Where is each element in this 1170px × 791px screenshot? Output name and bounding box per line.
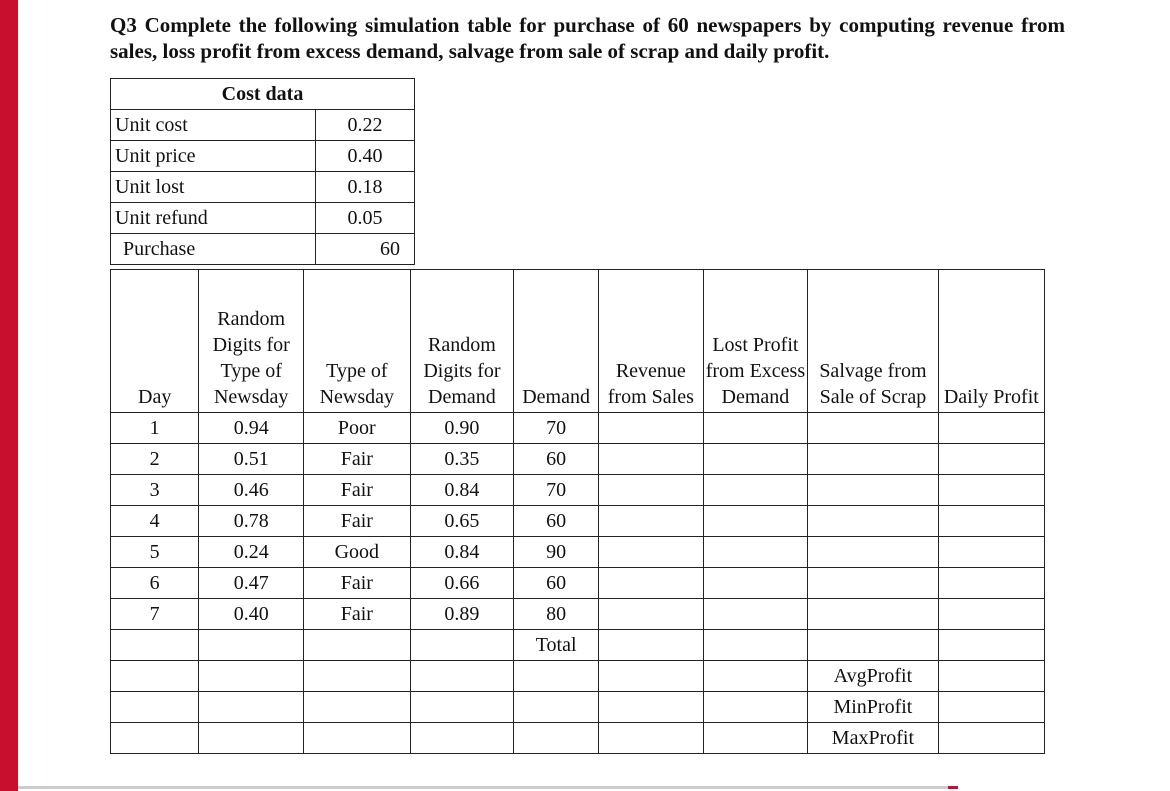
table-row	[111, 413, 1045, 444]
table-cell	[599, 537, 704, 568]
table-cell	[599, 661, 704, 692]
table-row	[111, 537, 1045, 568]
table-cell	[304, 630, 411, 661]
table-cell: 60	[514, 568, 599, 599]
table-cell	[703, 599, 808, 630]
cost-label: Unit refund	[111, 203, 316, 234]
cost-row	[111, 110, 415, 141]
column-header: Daily Profit	[938, 270, 1044, 413]
cost-data-title: Cost data	[111, 79, 415, 110]
column-header: Type of Newsday	[304, 270, 411, 413]
table-row	[111, 444, 1045, 475]
table-cell: 0.40	[199, 599, 304, 630]
table-cell: 0.35	[410, 444, 514, 475]
table-cell	[808, 630, 938, 661]
table-cell: 60	[514, 506, 599, 537]
table-cell	[304, 723, 411, 754]
column-header: Salvage from Sale of Scrap	[808, 270, 938, 413]
table-cell	[938, 599, 1044, 630]
table-cell: Good	[304, 537, 411, 568]
cost-row	[111, 234, 415, 265]
column-header: Revenue from Sales	[599, 270, 704, 413]
table-cell: 4	[111, 506, 199, 537]
table-cell	[599, 506, 704, 537]
cost-value: 0.40	[316, 141, 415, 172]
table-row	[111, 506, 1045, 537]
table-cell: 3	[111, 475, 199, 506]
table-cell: Fair	[304, 444, 411, 475]
table-cell	[938, 506, 1044, 537]
table-cell	[599, 723, 704, 754]
table-cell	[703, 568, 808, 599]
table-row	[111, 568, 1045, 599]
table-cell	[599, 568, 704, 599]
table-cell: MinProfit	[808, 692, 938, 723]
cost-value: 60	[316, 234, 415, 265]
table-row	[111, 661, 1045, 692]
table-cell: Poor	[304, 413, 411, 444]
table-cell	[304, 692, 411, 723]
table-cell	[410, 692, 514, 723]
simulation-table	[110, 269, 1045, 754]
table-cell	[703, 444, 808, 475]
table-cell	[111, 723, 199, 754]
table-cell: 0.24	[199, 537, 304, 568]
table-cell: MaxProfit	[808, 723, 938, 754]
table-cell	[304, 661, 411, 692]
table-cell: Fair	[304, 475, 411, 506]
table-row	[111, 475, 1045, 506]
cost-value: 0.22	[316, 110, 415, 141]
table-cell: 70	[514, 413, 599, 444]
table-cell	[938, 568, 1044, 599]
table-cell: AvgProfit	[808, 661, 938, 692]
table-cell	[199, 630, 304, 661]
bottom-accent	[948, 786, 958, 789]
table-cell: 7	[111, 599, 199, 630]
table-cell	[111, 661, 199, 692]
table-cell: Total	[514, 630, 599, 661]
table-cell	[938, 630, 1044, 661]
table-cell	[703, 630, 808, 661]
table-cell	[199, 723, 304, 754]
table-cell: 5	[111, 537, 199, 568]
cost-label: Unit lost	[111, 172, 316, 203]
table-cell	[111, 630, 199, 661]
column-header: Demand	[514, 270, 599, 413]
table-cell	[938, 413, 1044, 444]
table-cell: 0.90	[410, 413, 514, 444]
table-cell: 80	[514, 599, 599, 630]
table-cell	[808, 506, 938, 537]
table-cell	[703, 506, 808, 537]
table-cell	[599, 444, 704, 475]
table-cell	[703, 475, 808, 506]
table-cell	[938, 661, 1044, 692]
cost-label: Unit price	[111, 141, 316, 172]
table-cell: 0.94	[199, 413, 304, 444]
cost-row	[111, 172, 415, 203]
table-cell: 1	[111, 413, 199, 444]
column-header: Random Digits for Type of Newsday	[199, 270, 304, 413]
table-cell	[938, 475, 1044, 506]
table-cell	[199, 661, 304, 692]
table-cell: 0.84	[410, 537, 514, 568]
table-cell	[111, 692, 199, 723]
table-cell	[599, 599, 704, 630]
table-cell: 0.51	[199, 444, 304, 475]
table-cell	[703, 692, 808, 723]
table-row	[111, 723, 1045, 754]
question-text: Q3 Complete the following simulation table for purchase of 60 newspapers by computing revenue from sales, loss profit from excess demand, salvage from sale of scrap and daily profit.	[110, 13, 1065, 63]
table-cell: 0.89	[410, 599, 514, 630]
cost-label: Unit cost	[111, 110, 316, 141]
table-row	[111, 692, 1045, 723]
cost-data-table	[110, 78, 415, 265]
table-cell	[938, 537, 1044, 568]
table-cell	[808, 413, 938, 444]
table-cell	[808, 444, 938, 475]
table-cell: 60	[514, 444, 599, 475]
table-cell: 0.84	[410, 475, 514, 506]
column-header: Random Digits for Demand	[410, 270, 514, 413]
table-cell: Fair	[304, 506, 411, 537]
table-header-row	[111, 270, 1045, 413]
table-cell: 0.65	[410, 506, 514, 537]
table-cell	[808, 568, 938, 599]
table-cell: Fair	[304, 568, 411, 599]
table-cell	[703, 413, 808, 444]
table-cell	[410, 723, 514, 754]
table-cell	[599, 475, 704, 506]
table-cell	[514, 661, 599, 692]
table-cell: 0.66	[410, 568, 514, 599]
cost-value: 0.18	[316, 172, 415, 203]
table-cell	[938, 444, 1044, 475]
table-cell: 90	[514, 537, 599, 568]
table-cell	[703, 537, 808, 568]
table-cell	[703, 661, 808, 692]
table-cell	[514, 692, 599, 723]
table-cell	[938, 723, 1044, 754]
table-cell: 6	[111, 568, 199, 599]
cost-row	[111, 203, 415, 234]
table-row	[111, 630, 1045, 661]
table-row	[111, 599, 1045, 630]
table-cell: 0.46	[199, 475, 304, 506]
cost-label: Purchase	[111, 234, 316, 265]
table-cell	[808, 475, 938, 506]
table-cell: 70	[514, 475, 599, 506]
table-cell	[599, 692, 704, 723]
table-cell: 0.78	[199, 506, 304, 537]
table-cell: Fair	[304, 599, 411, 630]
column-header: Lost Profit from Excess Demand	[703, 270, 808, 413]
bottom-divider	[18, 786, 958, 789]
table-cell: 0.47	[199, 568, 304, 599]
table-cell	[410, 661, 514, 692]
table-cell	[938, 692, 1044, 723]
table-cell	[410, 630, 514, 661]
table-cell	[199, 692, 304, 723]
table-cell	[599, 413, 704, 444]
cost-value: 0.05	[316, 203, 415, 234]
table-cell	[808, 537, 938, 568]
cost-row	[111, 141, 415, 172]
table-cell	[599, 630, 704, 661]
table-cell	[808, 599, 938, 630]
table-cell: 2	[111, 444, 199, 475]
column-header: Day	[111, 270, 199, 413]
table-cell	[514, 723, 599, 754]
table-cell	[703, 723, 808, 754]
left-accent-bar	[0, 0, 18, 791]
